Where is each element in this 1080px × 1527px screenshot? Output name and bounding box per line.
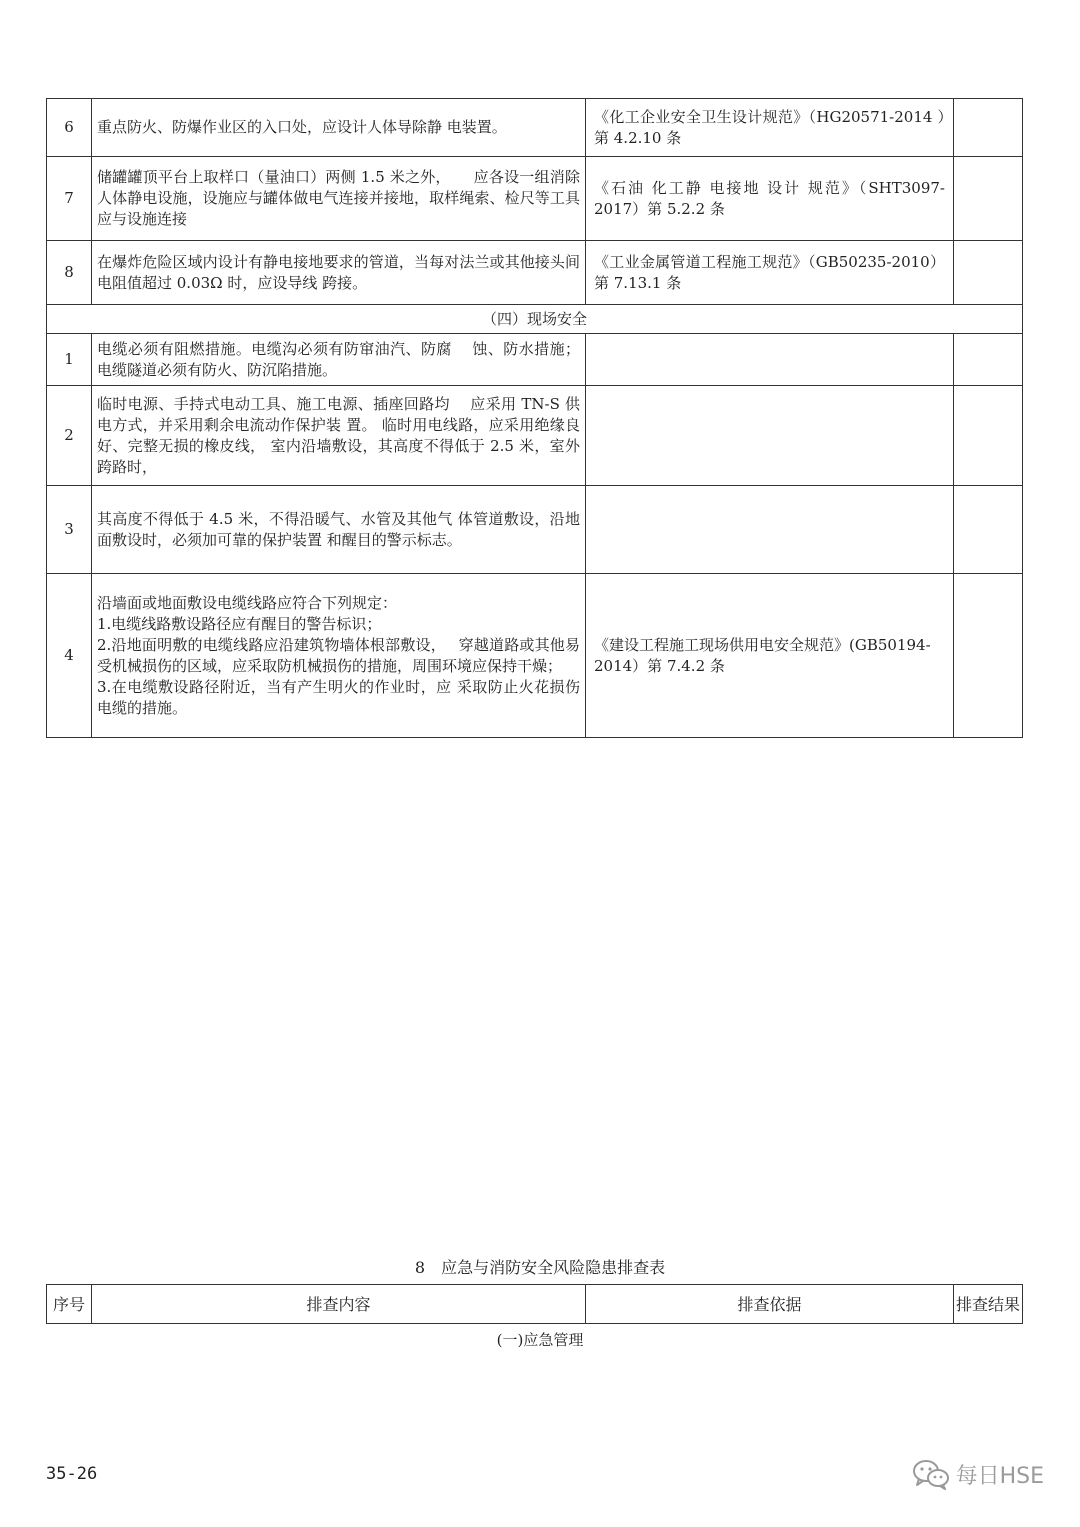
- row-number: 6: [47, 99, 92, 157]
- wechat-icon: [912, 1458, 950, 1490]
- header-result: 排查结果: [954, 1285, 1023, 1324]
- check-basis: 《石油 化工静 电接地 设计 规范》（SHT3097-2017）第 5.2.2 条: [586, 157, 954, 241]
- check-basis: 《工业金属管道工程施工规范》（GB50235-2010）第 7.13.1 条: [586, 241, 954, 305]
- check-basis: 《化工企业安全卫生设计规范》（HG20571-2014 ）第 4.2.10 条: [586, 99, 954, 157]
- row-number: 1: [47, 334, 92, 386]
- check-content: 电缆必须有阻燃措施。电缆沟必须有防窜油汽、防腐 蚀、防水措施；电缆隧道必须有防火、防沉陷措施。: [92, 334, 586, 386]
- row-number: 8: [47, 241, 92, 305]
- table-row: [47, 157, 1023, 241]
- check-result: [954, 334, 1023, 386]
- check-result: [954, 99, 1023, 157]
- check-result: [954, 486, 1023, 574]
- watermark: [912, 1458, 1044, 1490]
- check-basis: 《建设工程施工现场供用电安全规范》(GB50194-2014）第 7.4.2 条: [586, 574, 954, 738]
- check-basis: [586, 386, 954, 486]
- check-content: 在爆炸危险区域内设计有静电接地要求的管道，当每对法兰或其他接头间电阻值超过 0.03Ω 时，应设导线 跨接。: [92, 241, 586, 305]
- check-content: 临时电源、手持式电动工具、施工电源、插座回路均 应采用 TN-S 供电方式，并采用剩余电流动作保护装 置。 临时用电线路，应采用绝缘良好、完整无损的橡皮线， 室内沿墙敷设，其高度不得低于 2.5 米，室外跨路时，: [92, 386, 586, 486]
- check-content: 储罐罐顶平台上取样口（量油口）两侧 1.5 米之外， 应各设一组消除人体静电设施，设施应与罐体做电气连接并接地，取样绳索、检尺等工具应与设施连接: [92, 157, 586, 241]
- row-number: 4: [47, 574, 92, 738]
- watermark-text: 每日HSE: [955, 1463, 1044, 1489]
- hazard-check-table: [46, 98, 1023, 738]
- table-row: [47, 99, 1023, 157]
- header-basis: 排查依据: [586, 1285, 954, 1324]
- table-8-number: 8: [414, 1258, 426, 1277]
- page-number: 35-26: [46, 1464, 98, 1484]
- header-content: 排查内容: [92, 1285, 586, 1324]
- emergency-check-table-header: [46, 1284, 1023, 1324]
- table-8-title-text: 应急与消防安全风险隐患排查表: [441, 1258, 666, 1277]
- check-result: [954, 574, 1023, 738]
- check-content: 其高度不得低于 4.5 米，不得沿暖气、水管及其他气 体管道敷设，沿地面敷设时，必须加可靠的保护装置 和醒目的警示标志。: [92, 486, 586, 574]
- check-result: [954, 157, 1023, 241]
- section-row: [47, 305, 1023, 334]
- header-num: 序号: [47, 1285, 92, 1324]
- table-row: [47, 241, 1023, 305]
- check-basis: [586, 334, 954, 386]
- row-number: 7: [47, 157, 92, 241]
- section-title: （四）现场安全: [47, 305, 1023, 334]
- check-result: [954, 386, 1023, 486]
- table-8-title: [0, 1256, 1080, 1280]
- check-content: 沿墙面或地面敷设电缆线路应符合下列规定： 1.电缆线路敷设路径应有醒目的警告标识； 2.沿地面明敷的电缆线路应沿建筑物墙体根部敷设， 穿越道路或其他易受机械损伤的区域，应采取防机械损伤的措施，周围环境应保持干燥； 3.在电缆敷设路径附近，当有产生明火的作业时，应 采取防止火花损伤电缆的措施。: [92, 574, 586, 738]
- check-content: 重点防火、防爆作业区的入口处，应设计人体导除静 电装置。: [92, 99, 586, 157]
- check-basis: [586, 486, 954, 574]
- table-row: [47, 574, 1023, 738]
- row-number: 2: [47, 386, 92, 486]
- table-row: [47, 386, 1023, 486]
- subsection-title: (一)应急管理: [496, 1331, 584, 1349]
- row-number: 3: [47, 486, 92, 574]
- table-row: [47, 334, 1023, 386]
- table-row: [47, 486, 1023, 574]
- header-row: [47, 1285, 1023, 1324]
- check-result: [954, 241, 1023, 305]
